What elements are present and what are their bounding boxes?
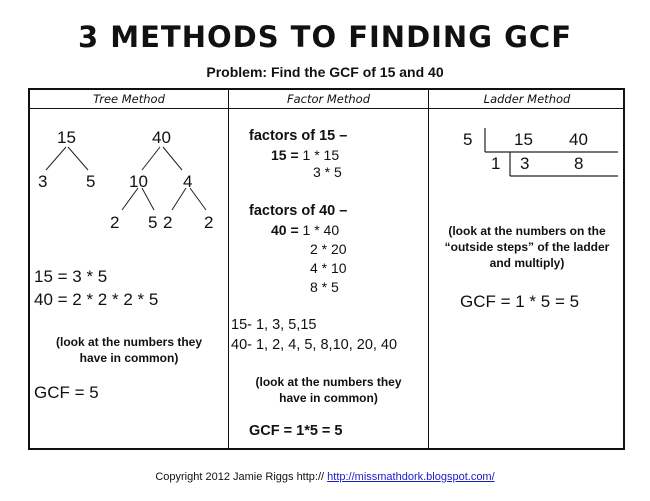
tree-node-5: 5 [148,213,158,232]
factors-40-pair: 8 * 5 [310,279,339,295]
tree-node-10: 10 [129,172,148,191]
factors-40-heading: factors of 40 – [249,203,348,219]
problem-statement: Problem: Find the GCF of 15 and 40 [206,64,444,80]
ladder-gcf: GCF = 1 * 5 = 5 [460,292,580,311]
copyright-footer [0,471,650,483]
ladder-note [429,223,625,271]
tree-node-2: 2 [163,213,173,232]
ladder-value-8: 8 [574,154,584,173]
factor-list-40: 40- 1, 2, 4, 5, 8,10, 20, 40 [231,337,398,353]
factor-note-line: have in common) [279,391,378,405]
tree-node-15: 15 [57,128,76,147]
factors-15-pair: 1 * 15 [302,147,340,163]
factors-15-heading: factors of 15 – [249,128,348,144]
tree-node-2: 2 [204,213,214,232]
ladder-value-40: 40 [569,130,588,149]
tree-equation-40: 40 = 2 * 2 * 2 * 5 [34,290,159,309]
column-header-factor: Factor Method [286,92,371,106]
column-header-tree: Tree Method [93,92,165,106]
tree-node-3: 3 [38,172,48,191]
factors-40-pair: 1 * 40 [302,222,340,238]
factors-40-pair: 4 * 10 [310,260,347,276]
column-header-ladder: Ladder Method [483,92,571,106]
factor-gcf: GCF = 1*5 = 5 [249,423,343,439]
factors-40-label: 40 = [271,222,299,238]
tree-node-40: 40 [152,128,171,147]
tree-equation-15: 15 = 3 * 5 [34,267,108,286]
tree-note-line: have in common) [79,351,179,365]
page-title: 3 METHODS TO FINDING GCF [77,20,573,54]
ladder-divisor-1: 1 [491,154,501,173]
factors-40-pair: 2 * 20 [310,241,347,257]
ladder-value-15: 15 [514,130,533,149]
tree-gcf: GCF = 5 [34,383,99,402]
tree-node-4: 4 [183,172,193,191]
ladder-divisor-5: 5 [463,130,473,149]
tree-node-2: 2 [110,213,120,232]
blog-link[interactable]: http://missmathdork.blogspot.com/ [327,471,495,483]
copyright-text: Copyright 2012 Jamie Riggs http:// [155,471,328,483]
ladder-note-line: (look at the numbers on the [448,224,606,238]
factor-note-line: (look at the numbers they [255,375,402,389]
ladder-value-3: 3 [520,154,530,173]
factor-list-15: 15- 1, 3, 5,15 [231,317,317,333]
methods-table [28,88,625,450]
factors-15-pair: 3 * 5 [313,164,342,180]
tree-note-line: (look at the numbers they [55,335,203,349]
tree-node-5: 5 [86,172,96,191]
ladder-note-line: “outside steps” of the ladder [444,240,610,254]
factors-15-label: 15 = [271,147,299,163]
ladder-note-line: and multiply) [489,256,565,270]
